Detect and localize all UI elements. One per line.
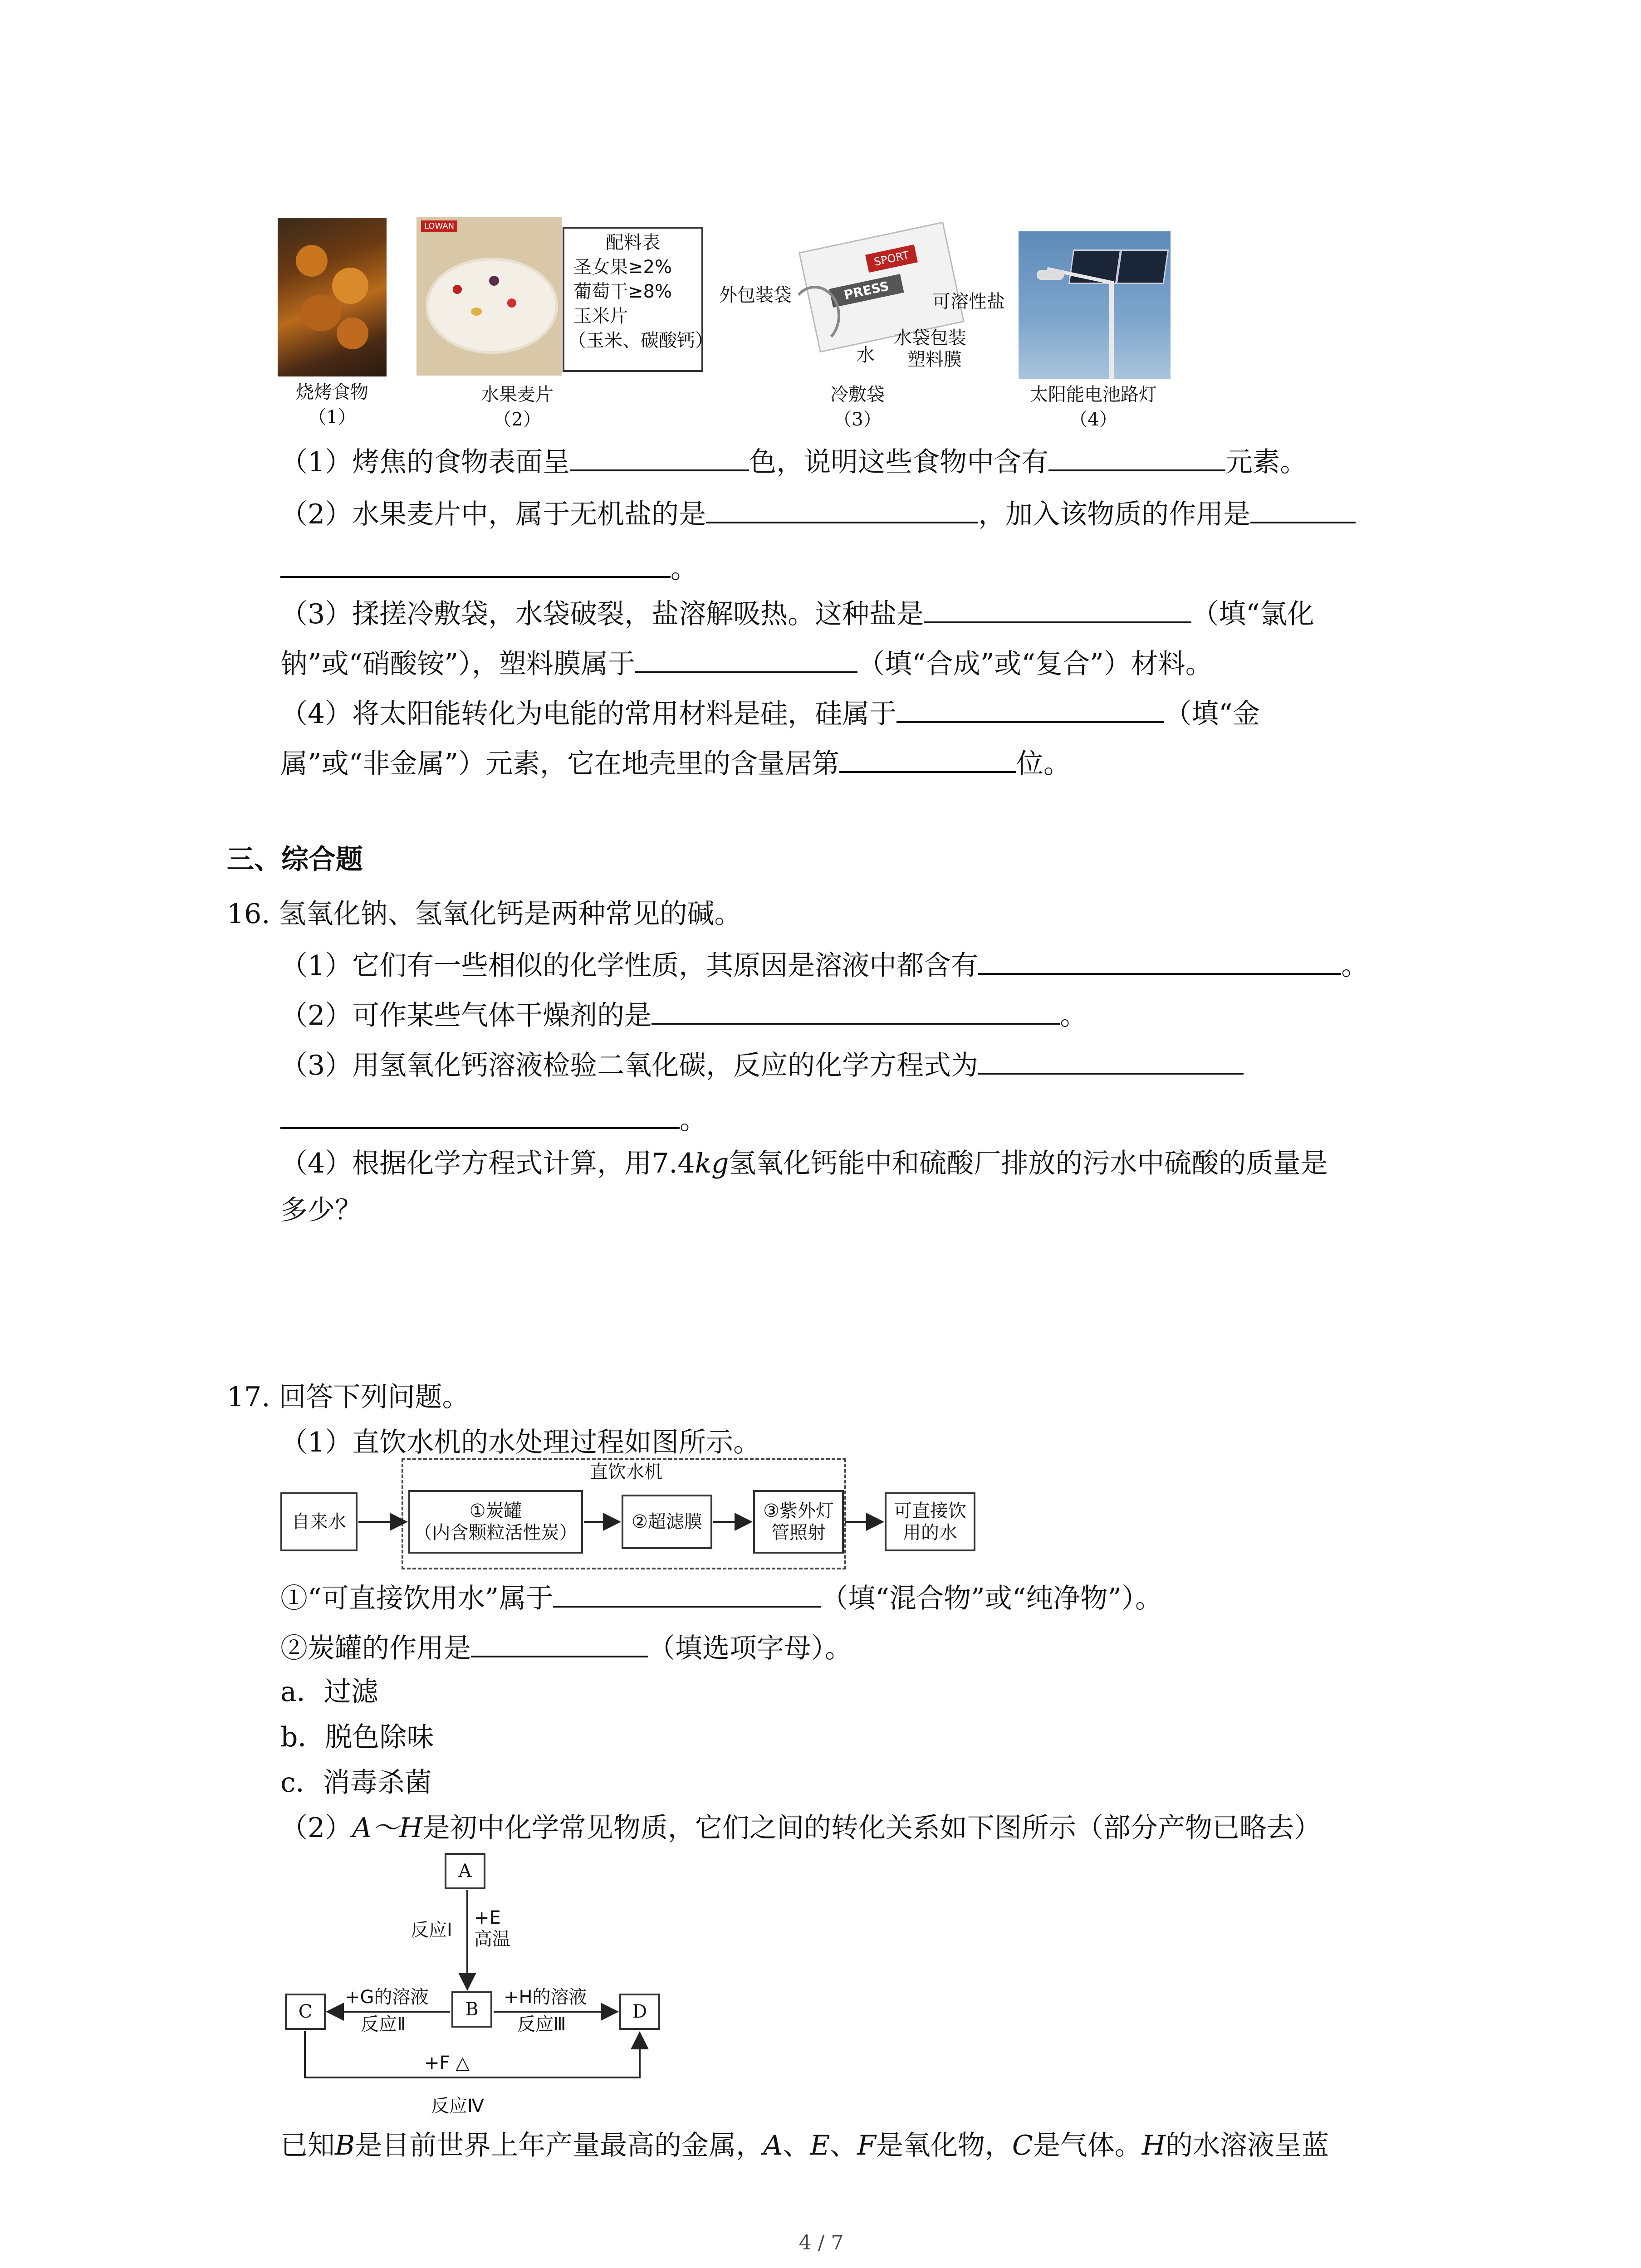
reaction-1-condition: 高温 [474, 1929, 510, 1950]
q15-part4: （4）将太阳能转化为电能的常用材料是硅，硅属于 （填“金 [280, 694, 1260, 732]
q16-part3: （3）用氢氧化钙溶液检验二氧化碳，反应的化学方程式为 [280, 1046, 1244, 1084]
reaction-3-label: 反应Ⅲ [517, 2014, 566, 2035]
q17-sub1: ①“可直接饮用水”属于 （填“混合物”或“纯净物”）。 [280, 1579, 1162, 1617]
outer-bag-label: 外包装袋 [719, 285, 792, 306]
soluble-salt-label: 可溶性盐 [932, 291, 1005, 312]
node-a: A [445, 1853, 485, 1889]
ingredient-line: 圣女果≥2% [573, 257, 672, 278]
water-label: 水 [857, 345, 875, 366]
reaction-1-condition: +E [474, 1907, 501, 1928]
node-b: B [451, 1991, 492, 2028]
ingredient-line: （玉米、碳酸钙） [568, 330, 713, 351]
q16-part4: （4）根据化学方程式计算，用7.4kg氢氧化钙能中和硫酸厂排放的污水中硫酸的质量是 [280, 1148, 1328, 1179]
film-label: 塑料膜 [907, 349, 962, 370]
pack-press-label: PRESS [829, 274, 904, 308]
q15-part1: （1）烤焦的食物表面呈 色，说明这些食物中含有 元素。 [280, 442, 1307, 480]
image-caption: 烧烤食物 [296, 382, 368, 403]
q16-part1: （1）它们有一些相似的化学性质，其原因是溶液中都含有 。 [280, 946, 1368, 984]
image-caption: 水果麦片 [481, 384, 554, 405]
node-d: D [619, 1994, 660, 2030]
q17-stem: 17. 回答下列问题。 [227, 1381, 470, 1413]
option-b: b．脱色除味 [280, 1721, 434, 1753]
q17-last-line: 已知B是目前世界上年产量最高的金属，A、E、F是氧化物，C是气体。H的水溶液呈蓝 [280, 2130, 1329, 2161]
q15-part4-cont: 属”或“非金属”）元素，它在地壳里的含量居第 位。 [280, 744, 1071, 782]
tap-water-box: 自来水 [280, 1492, 358, 1551]
q15-part2-cont: 。 [280, 549, 698, 587]
film-label: 水袋包装 [894, 327, 966, 348]
uv-lamp-box: ③紫外灯 管照射 [753, 1490, 844, 1554]
option-a: a．过滤 [280, 1676, 378, 1708]
option-c: c．消毒杀菌 [280, 1767, 432, 1799]
ingredient-line: 玉米片 [573, 306, 628, 327]
page-number: 4 / 7 [798, 2231, 844, 2254]
q17-sub2: ②炭罐的作用是 （填选项字母）。 [280, 1628, 852, 1667]
reaction-2-condition: +G的溶液 [345, 1987, 429, 2008]
brand-logo: LOWAN [421, 220, 457, 232]
q16-part3-cont: 。 [280, 1100, 707, 1138]
section-title: 三、综合题 [227, 844, 363, 875]
reaction-4-label: 反应Ⅳ [431, 2096, 484, 2116]
drinkable-water-box: 可直接饮 用的水 [885, 1492, 975, 1551]
image-caption: 冷敷袋 [830, 384, 885, 405]
q15-part3-cont: 钠”或“硝酸铵”），塑料膜属于 （填“合成”或“复合”）材料。 [280, 644, 1213, 682]
q17-part1: （1）直饮水机的水处理过程如图所示。 [280, 1427, 761, 1458]
image-number: （3） [833, 409, 882, 430]
q16-stem: 16. 氢氧化钠、氢氧化钙是两种常见的碱。 [227, 898, 742, 930]
ingredient-line: 葡萄干≥8% [573, 281, 672, 302]
image-number: （2） [493, 409, 541, 430]
image-number: （1） [308, 407, 356, 428]
image-number: （4） [1069, 409, 1117, 430]
reaction-3-condition: +H的溶液 [504, 1987, 587, 2008]
q15-part2: （2）水果麦片中，属于无机盐的是 ，加入该物质的作用是 [280, 494, 1356, 533]
carbon-tank-box: ①炭罐 （内含颗粒活性炭） [408, 1490, 583, 1554]
reaction-4-condition: +F △ [424, 2053, 470, 2073]
reaction-1-label: 反应Ⅰ [411, 1920, 452, 1941]
pack-brand: SPORT [865, 244, 918, 273]
node-c: C [285, 1994, 326, 2030]
image-caption: 太阳能电池路灯 [1030, 384, 1157, 405]
ultrafiltration-box: ②超滤膜 [622, 1495, 712, 1549]
q15-part3: （3）揉搓冷敷袋，水袋破裂，盐溶解吸热。这种盐是 （填“氯化 [280, 594, 1314, 632]
q17-part2: （2）A～H是初中化学常见物质，它们之间的转化关系如下图所示（部分产物已略去） [280, 1812, 1321, 1844]
q16-part2: （2）可作某些气体干燥剂的是 。 [280, 996, 1087, 1034]
reaction-2-label: 反应Ⅱ [361, 2014, 406, 2035]
q16-part4-cont: 多少？ [280, 1194, 362, 1226]
ingredient-line: 配料表 [606, 232, 660, 253]
group-label: 直饮水机 [590, 1461, 662, 1482]
